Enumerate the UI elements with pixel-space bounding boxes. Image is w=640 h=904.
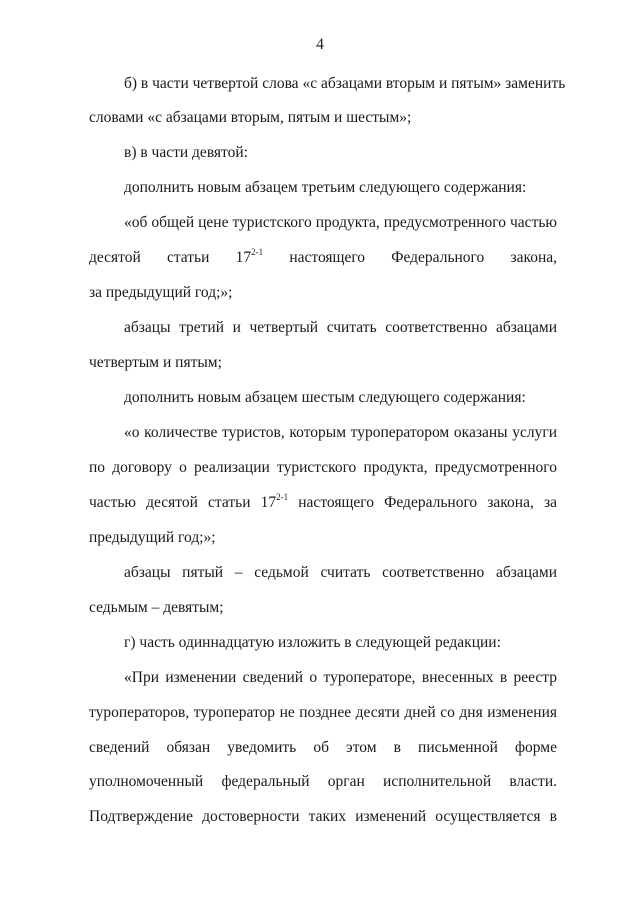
text-line: абзацы третий и четвертый считать соответственно абзацами <box>124 319 557 336</box>
text-line: «о количестве туристов, которым туроператором оказаны услуги <box>124 424 557 441</box>
text-fragment: частью десятой статьи <box>89 494 261 511</box>
text-line: предыдущий год;»; <box>89 529 216 546</box>
text-fragment: настоящего Федерального закона, за <box>288 494 557 511</box>
text-line: в) в части девятой: <box>124 144 248 161</box>
text-line: уполномоченный федеральный орган исполнительной власти. <box>89 773 557 790</box>
text-line <box>89 493 557 513</box>
page-number: 4 <box>316 36 324 53</box>
article-number: 17 <box>260 494 277 511</box>
text-line: четвертым и пятым; <box>89 354 222 371</box>
article-superscript: 2-1 <box>276 492 289 502</box>
text-line: дополнить новым абзацем третьим следующего содержания: <box>124 179 527 196</box>
text-line: абзацы пятый – седьмой считать соответственно абзацами <box>124 564 557 581</box>
text-line <box>89 248 557 268</box>
text-line: «об общей цене туристского продукта, предусмотренного частью <box>124 214 557 231</box>
text-line: за предыдущий год;»; <box>89 284 233 301</box>
text-line: Подтверждение достоверности таких изменений осуществляется в <box>89 808 557 825</box>
article-number: 17 <box>235 249 252 266</box>
article-superscript: 2-1 <box>251 247 264 257</box>
text-fragment: настоящего Федерального закона, <box>263 249 558 266</box>
text-fragment: десятой статьи <box>89 249 236 266</box>
text-line: по договору о реализации туристского продукта, предусмотренного <box>89 459 557 476</box>
text-line: дополнить новым абзацем шестым следующего содержания: <box>124 389 526 406</box>
text-line: б) в части четвертой слова «с абзацами вторым и пятым» заменить <box>124 75 566 92</box>
text-line: словами «с абзацами вторым, пятым и шестым»; <box>89 109 412 126</box>
text-line: седьмым – девятым; <box>89 599 224 616</box>
text-line: «При изменении сведений о туроператоре, внесенных в реестр <box>124 669 557 686</box>
text-line: г) часть одиннадцатую изложить в следующей редакции: <box>124 634 501 651</box>
text-line: сведений обязан уведомить об этом в письменной форме <box>89 739 557 756</box>
text-line: туроператоров, туроператор не позднее десяти дней со дня изменения <box>89 704 557 721</box>
